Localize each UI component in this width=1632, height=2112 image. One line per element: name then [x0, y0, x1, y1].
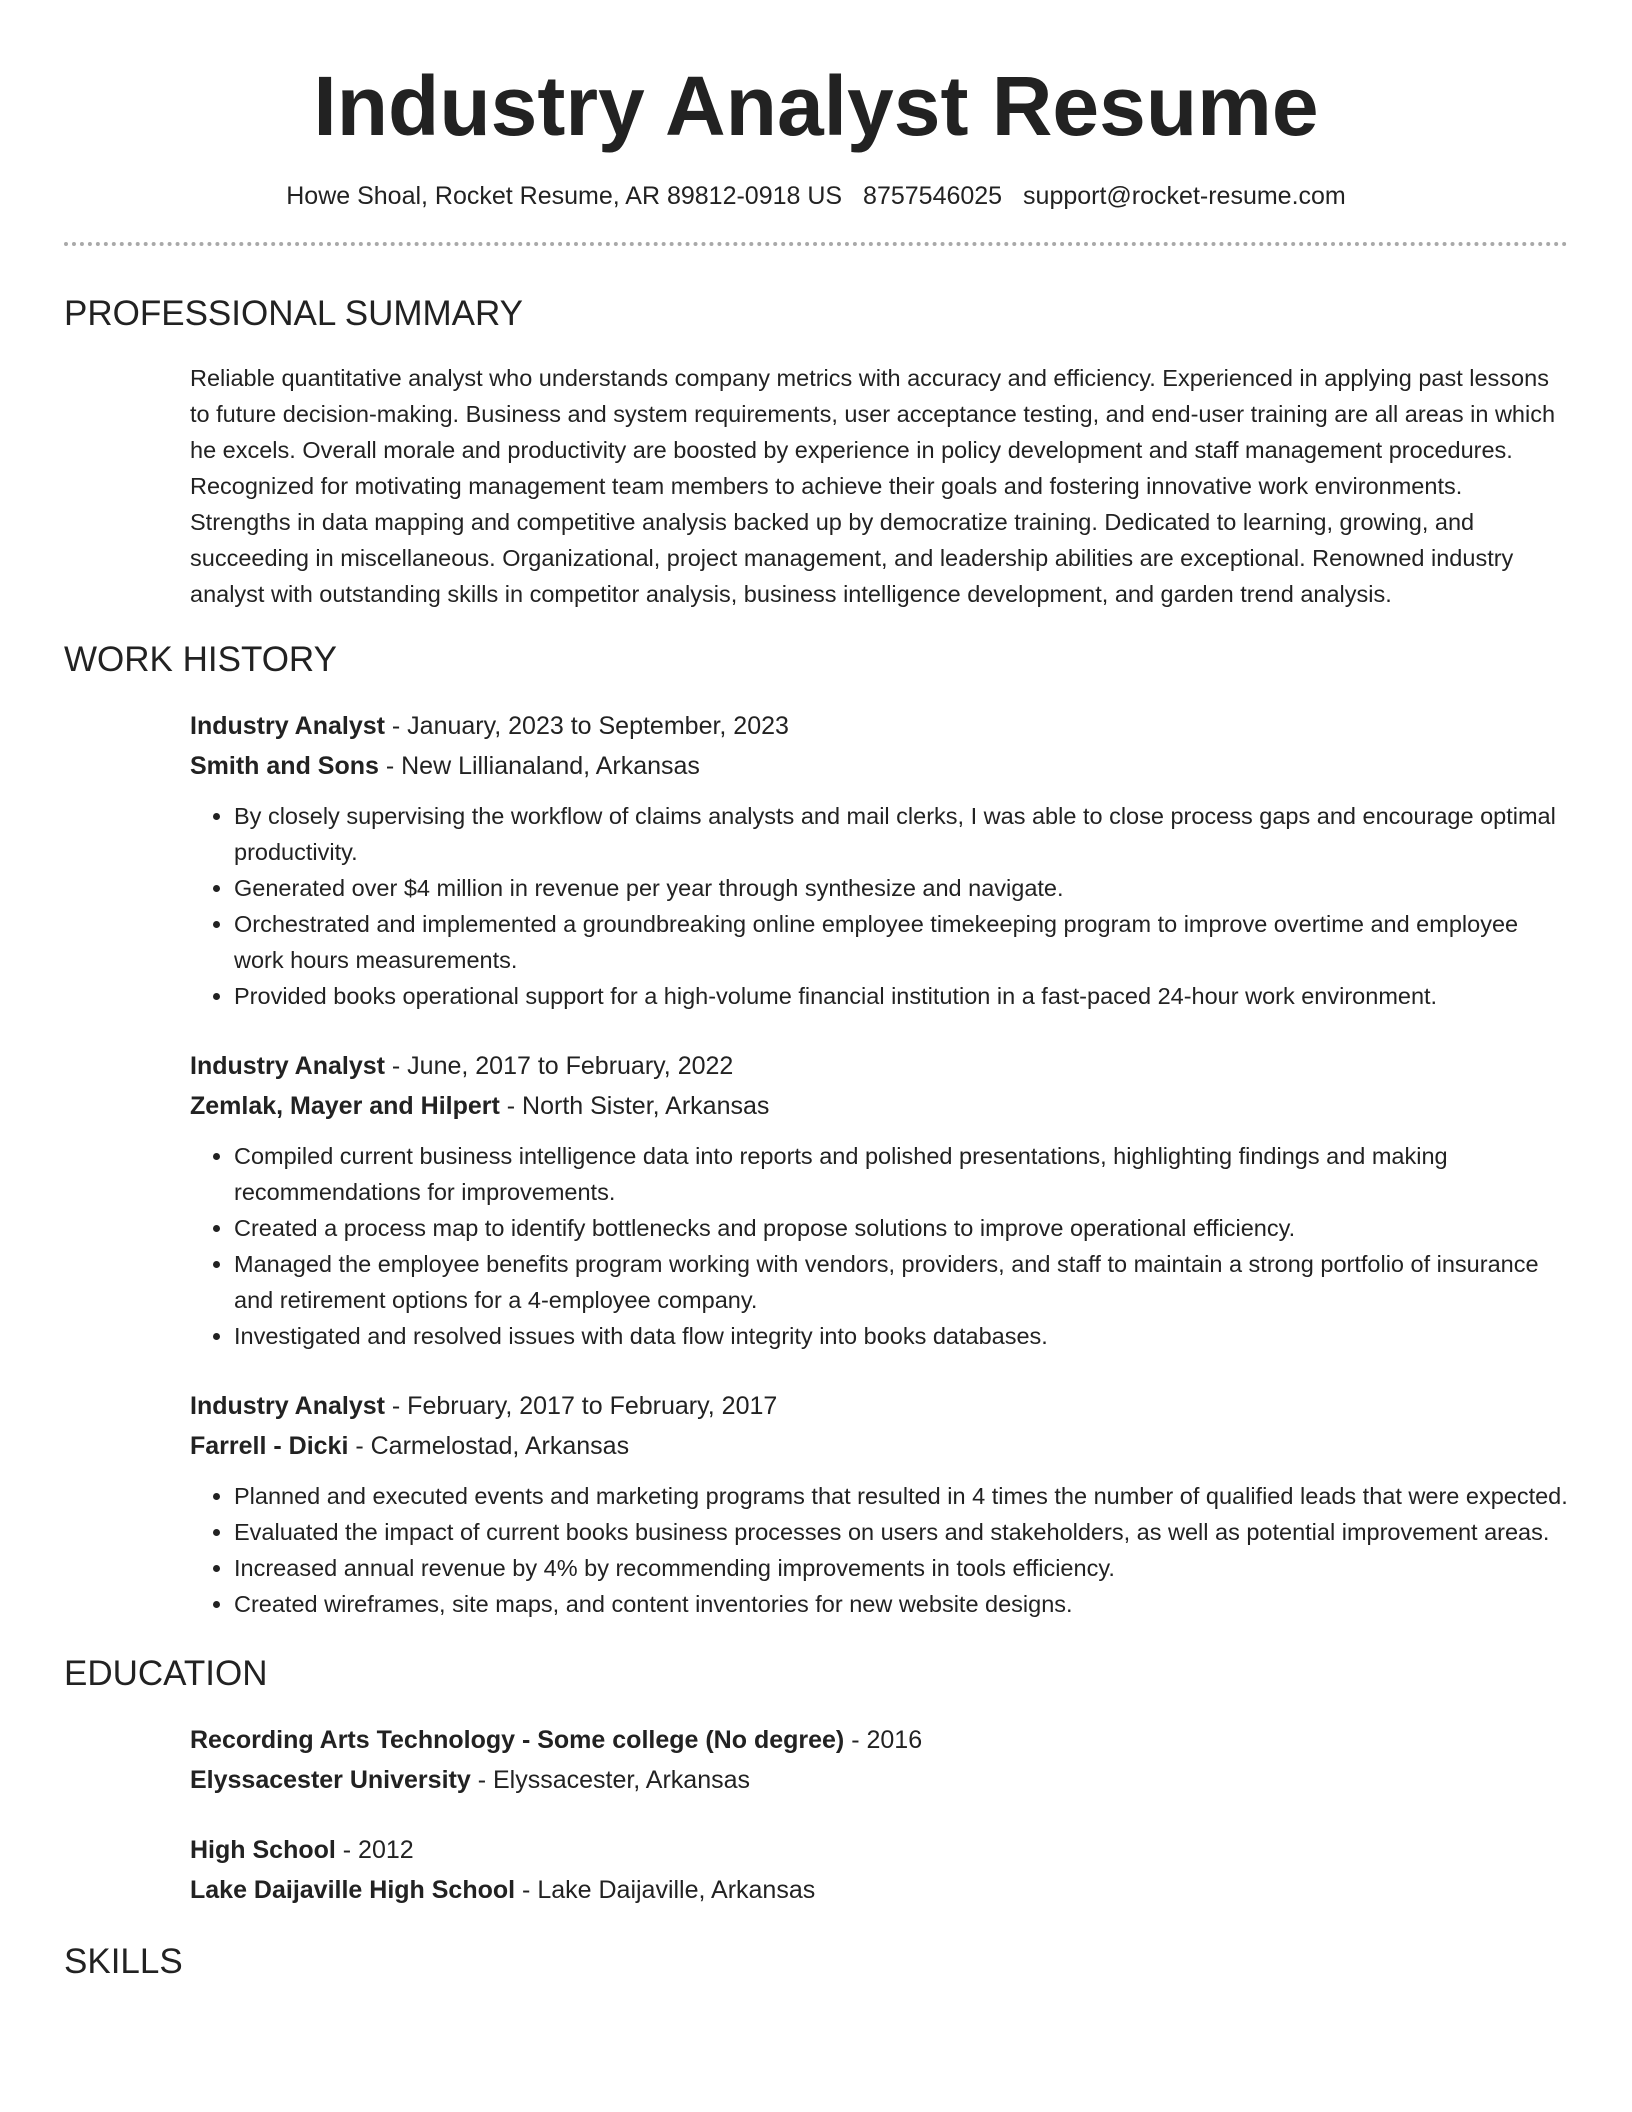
- education-heading: EDUCATION: [64, 1654, 268, 1693]
- contact-line: [64, 180, 1568, 212]
- education-degree: High School: [190, 1836, 336, 1864]
- job-bullet: • Investigated and resolved issues with data flow integrity into books databases.: [234, 1318, 1568, 1354]
- education-entry: [190, 1830, 1568, 1910]
- job-location: - New Lillianaland, Arkansas: [378, 752, 700, 780]
- job-company-line: [190, 1086, 1568, 1126]
- education-school-line: [190, 1870, 1568, 1910]
- resume-title: Industry Analyst Resume: [313, 59, 1319, 153]
- job-dates: - January, 2023 to September, 2023: [384, 712, 789, 740]
- job-location: - Carmelostad, Arkansas: [348, 1432, 630, 1460]
- education-school: Lake Daijaville High School: [190, 1876, 516, 1904]
- job-bullet: • Planned and executed events and marketing programs that resulted in 4 times the number of qualified leads that were expected.: [234, 1478, 1568, 1514]
- job-bullet: • Compiled current business intelligence data into reports and polished presentations, highlighting findings and making recommendations for improvements.: [234, 1138, 1568, 1210]
- job-entry: [190, 1386, 1568, 1622]
- job-bullet: • Provided books operational support for a high-volume financial institution in a fast-paced 24-hour work environment.: [234, 978, 1568, 1014]
- job-location: - North Sister, Arkansas: [499, 1092, 770, 1120]
- job-company-line: [190, 1426, 1568, 1466]
- education-school-line: [190, 1760, 1568, 1800]
- summary-text: Reliable quantitative analyst who understands company metrics with accuracy and efficiency. Experienced in applying past lessons to future decision-making. Business and system requirements, user acceptance testing, and end-user training are all areas in which he excels. Overall morale and productivity are boosted by experience in policy development and staff management procedures. Recognized for motivating management team members to achieve their goals and fostering innovative work environments. Strengths in data mapping and competitive analysis backed up by democratize training. Dedicated to learning, growing, and succeeding in miscellaneous. Organizational, project management, and leadership abilities are exceptional. Renowned industry analyst with outstanding skills in competitor analysis, business intelligence development, and garden trend analysis.: [190, 365, 1556, 607]
- education-degree-line: [190, 1830, 1568, 1870]
- education-location: - Elyssacester, Arkansas: [470, 1766, 751, 1794]
- job-title-line: [190, 1046, 1568, 1086]
- education-section: [190, 1720, 1568, 1910]
- job-bullets: [190, 1478, 1568, 1622]
- job-title: Industry Analyst: [190, 1052, 385, 1080]
- education-degree-line: [190, 1720, 1568, 1760]
- job-title-line: [190, 1386, 1568, 1426]
- summary-heading: PROFESSIONAL SUMMARY: [64, 294, 523, 333]
- job-title: Industry Analyst: [190, 712, 385, 740]
- job-company: Zemlak, Mayer and Hilpert: [190, 1092, 500, 1120]
- job-bullet: • Increased annual revenue by 4% by recommending improvements in tools efficiency.: [234, 1550, 1568, 1586]
- education-entry: [190, 1720, 1568, 1800]
- job-dates: - June, 2017 to February, 2022: [384, 1052, 734, 1080]
- job-dates: - February, 2017 to February, 2017: [384, 1392, 778, 1420]
- contact-phone: 8757546025: [863, 182, 1003, 210]
- work-history-heading: WORK HISTORY: [64, 640, 337, 679]
- job-bullets: [190, 1138, 1568, 1354]
- job-title: Industry Analyst: [190, 1392, 385, 1420]
- header-divider: [64, 242, 1568, 246]
- job-company: Smith and Sons: [190, 752, 379, 780]
- education-location: - Lake Daijaville, Arkansas: [515, 1876, 816, 1904]
- job-bullets: [190, 798, 1568, 1014]
- job-bullet: • Created a process map to identify bottlenecks and propose solutions to improve operational efficiency.: [234, 1210, 1568, 1246]
- job-title-line: [190, 706, 1568, 746]
- job-bullet: • Evaluated the impact of current books business processes on users and stakeholders, as well as potential improvement areas.: [234, 1514, 1568, 1550]
- job-company: Farrell - Dicki: [190, 1432, 349, 1460]
- work-history-section: [190, 706, 1568, 1622]
- job-entry: [190, 1046, 1568, 1354]
- job-bullet: • Generated over $4 million in revenue per year through synthesize and navigate.: [234, 870, 1568, 906]
- job-bullet: • Created wireframes, site maps, and content inventories for new website designs.: [234, 1586, 1568, 1622]
- education-degree: Recording Arts Technology - Some college (No degree): [190, 1726, 845, 1754]
- education-year: - 2012: [335, 1836, 414, 1864]
- job-bullet: • Orchestrated and implemented a groundbreaking online employee timekeeping program to improve overtime and employee work hours measurements.: [234, 906, 1568, 978]
- job-bullet: • By closely supervising the workflow of claims analysts and mail clerks, I was able to close process gaps and encourage optimal productivity.: [234, 798, 1568, 870]
- contact-email: support@rocket-resume.com: [1023, 182, 1346, 210]
- contact-address: Howe Shoal, Rocket Resume, AR 89812-0918 US: [286, 182, 843, 210]
- skills-heading: SKILLS: [64, 1942, 183, 1981]
- job-company-line: [190, 746, 1568, 786]
- job-bullet: • Managed the employee benefits program working with vendors, providers, and staff to maintain a strong portfolio of insurance and retirement options for a 4-employee company.: [234, 1246, 1568, 1318]
- summary-section: [190, 360, 1568, 612]
- education-school: Elyssacester University: [190, 1766, 471, 1794]
- job-entry: [190, 706, 1568, 1014]
- education-year: - 2016: [844, 1726, 923, 1754]
